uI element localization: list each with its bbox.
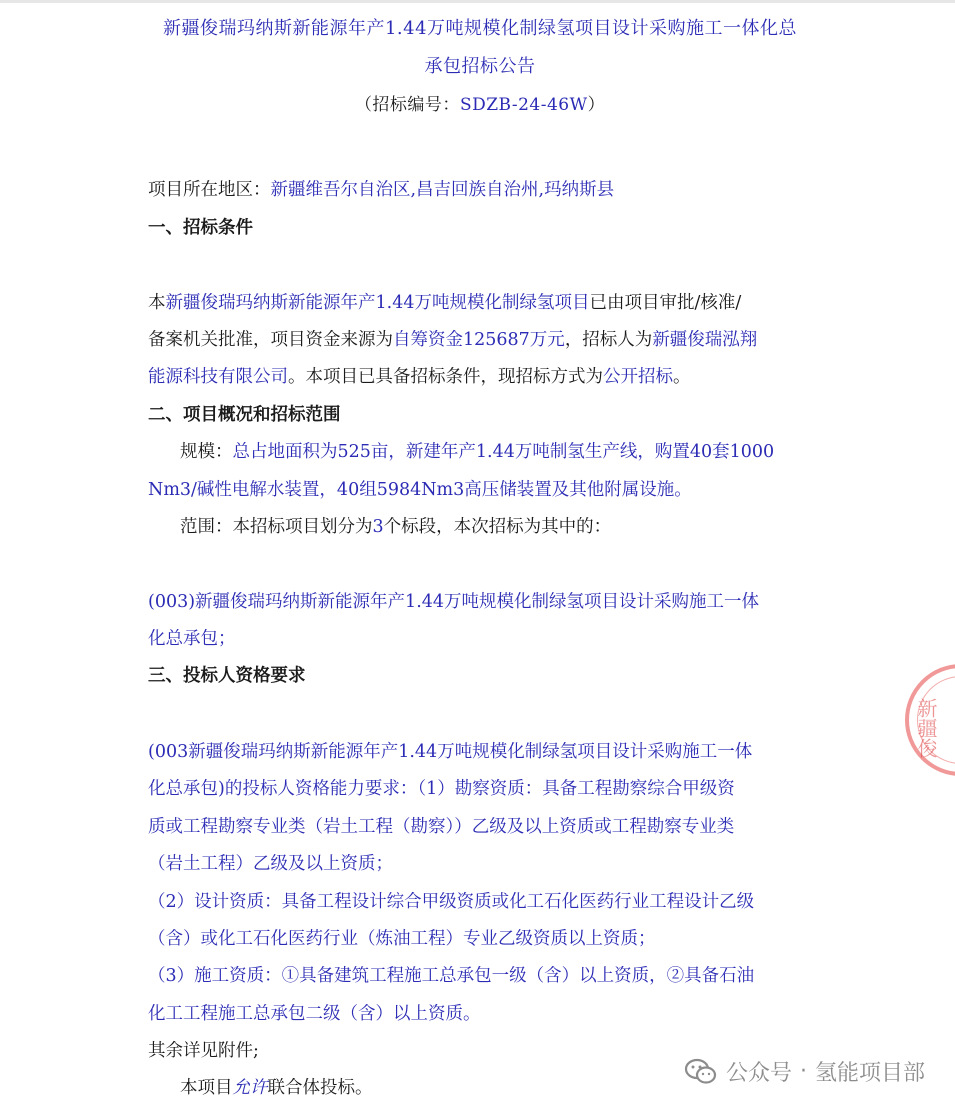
scale-value: 总占地面积为525亩，新建年产1.44万吨制氢生产线，购置40套1000 bbox=[232, 442, 775, 462]
text-span: 。 bbox=[673, 367, 691, 387]
text-span: ，招标人为 bbox=[564, 330, 653, 350]
top-border bbox=[0, 0, 955, 3]
section-1-heading: 一、招标条件 bbox=[148, 218, 253, 238]
qualification-line-5: （2）设计资质：具备工程设计综合甲级资质或化工石化医药行业工程设计乙级 bbox=[148, 892, 755, 912]
scale-label: 规模： bbox=[180, 442, 233, 462]
tender-code bbox=[90, 90, 870, 115]
scale-line-2: Nm3/碱性电解水装置，40组5984Nm3高压储装置及其他附属设施。 bbox=[148, 480, 692, 500]
tender-code-suffix: ） bbox=[587, 95, 606, 115]
text-span: 联合体投标。 bbox=[267, 1078, 373, 1098]
funding-source: 自筹资金125687万元 bbox=[393, 330, 565, 350]
text-span: 。本项目已具备招标条件，现招标方式为 bbox=[288, 367, 603, 387]
text-span: 备案机关批准，项目资金来源为 bbox=[148, 330, 393, 350]
section-1-para-line-3 bbox=[148, 365, 691, 389]
watermark-label: 公众号 bbox=[725, 1061, 792, 1086]
text-span: 已由项目审批/核准/ bbox=[589, 293, 742, 313]
joint-venture-allowed: 允许 bbox=[232, 1078, 268, 1098]
lot-line-1: (003)新疆俊瑞玛纳斯新能源年产1.44万吨规模化制绿氢项目设计采购施工一体 bbox=[148, 592, 760, 612]
tender-code-value: SDZB-24-46W bbox=[459, 95, 588, 115]
text-span: 本项目 bbox=[180, 1078, 233, 1098]
tenderer-name: 新疆俊瑞泓翔 bbox=[652, 330, 758, 350]
lot-count: 3 bbox=[372, 517, 384, 537]
wechat-icon bbox=[684, 1057, 718, 1087]
tenderer-name-cont: 能源科技有限公司 bbox=[148, 367, 288, 387]
qualification-line-8: 化工工程施工总承包二级（含）以上资质。 bbox=[148, 1004, 481, 1024]
project-name: 新疆俊瑞玛纳斯新能源年产1.44万吨规模化制绿氢项目 bbox=[165, 293, 590, 313]
location-label: 项目所在地区： bbox=[148, 180, 271, 200]
qualification-line-3: 质或工程勘察专业类（岩土工程（勘察））乙级及以上资质或工程勘察专业类 bbox=[148, 817, 735, 837]
watermark-separator: · bbox=[799, 1059, 807, 1084]
qualification-line-1: (003新疆俊瑞玛纳斯新能源年产1.44万吨规模化制绿氢项目设计采购施工一体 bbox=[148, 742, 753, 762]
scope-line bbox=[180, 515, 611, 539]
qualification-line-6: （含）或化工石化医药行业（炼油工程）专业乙级资质以上资质； bbox=[148, 929, 656, 949]
section-3-heading: 三、投标人资格要求 bbox=[148, 666, 306, 686]
title-line-2: 承包招标公告 bbox=[424, 56, 536, 77]
section-1-para-line-2 bbox=[148, 328, 757, 352]
title-line-1: 新疆俊瑞玛纳斯新能源年产1.44万吨规模化制绿氢项目设计采购施工一体化总 bbox=[162, 18, 798, 39]
tender-code-prefix: （招标编号： bbox=[354, 95, 460, 115]
location-value: 新疆维吾尔自治区,昌吉回族自治州,玛纳斯县 bbox=[270, 180, 615, 200]
wechat-watermark bbox=[684, 1056, 925, 1087]
scale-line-1 bbox=[180, 440, 774, 464]
text-span: 个标段，本次招标为其中的： bbox=[383, 517, 612, 537]
joint-venture-line bbox=[180, 1076, 373, 1100]
watermark-account: 氢能项目部 bbox=[814, 1061, 925, 1086]
qualification-line-4: （岩土工程）乙级及以上资质； bbox=[148, 854, 393, 874]
lot-line-2: 化总承包； bbox=[148, 629, 236, 649]
qualification-line-2: 化总承包)的投标人资格能力要求：（1）勘察资质：具备工程勘察综合甲级资 bbox=[148, 779, 735, 799]
qualification-line-7: （3）施工资质：①具备建筑工程施工总承包一级（含）以上资质，②具备石油 bbox=[148, 966, 755, 986]
text-span: 范围：本招标项目划分为 bbox=[180, 517, 373, 537]
section-1-para-line-1 bbox=[148, 291, 741, 315]
official-seal bbox=[905, 664, 955, 776]
tender-method: 公开招标 bbox=[603, 367, 673, 387]
remaining-details: 其余详见附件; bbox=[148, 1041, 259, 1061]
section-2-heading: 二、项目概况和招标范围 bbox=[148, 405, 341, 425]
text-span: 本 bbox=[148, 293, 166, 313]
project-location bbox=[148, 178, 614, 202]
seal-text: 新疆俊 bbox=[914, 698, 938, 758]
